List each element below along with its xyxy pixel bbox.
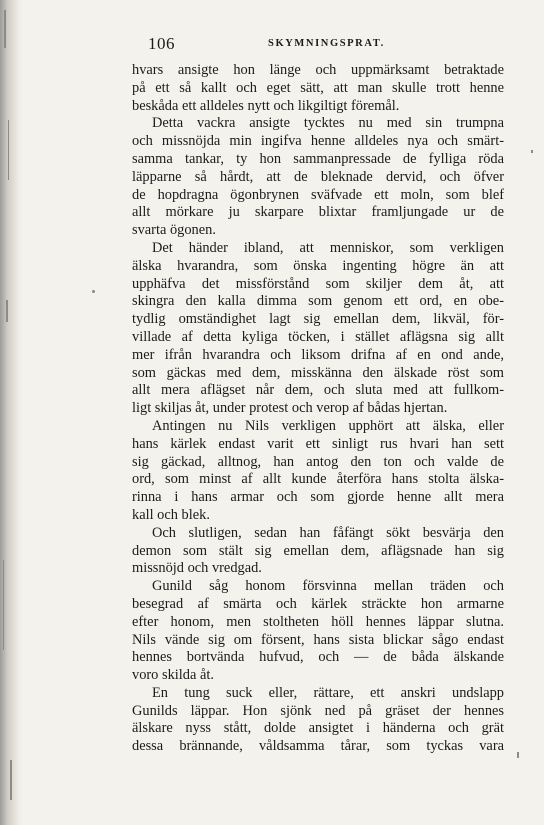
text-line: ord, som minst af allt kunde återföra hans stolta älska- xyxy=(132,471,504,488)
text-line: upphäfva det missförstånd som skiljer dem åt, att xyxy=(132,275,504,292)
text-line: sig gäckad, alltnog, han antog den ton och valde de xyxy=(132,453,504,470)
text-line: älska hvarandra, som önska ingenting högre än att xyxy=(132,257,504,274)
text-line: älskare nyss stått, dolde ansigtet i händerna och grät xyxy=(132,720,504,737)
binding-speck xyxy=(8,120,9,180)
page-header xyxy=(148,34,508,54)
text-line: Och slutligen, sedan han fåfängt sökt besvärja den xyxy=(152,524,504,541)
binding-speck xyxy=(10,760,12,800)
text-line: besegrad af smärta och kärlek sträckte hon armarne xyxy=(132,595,504,612)
text-line: hans kärlek endast varit ett sinligt rus hvari han sett xyxy=(132,435,504,452)
text-line: hennes bortvända hufvud, och — de båda älskande xyxy=(132,649,504,666)
text-line: skingra den kalla dimma som genom ett ord, en obe- xyxy=(132,293,504,310)
binding-speck xyxy=(4,10,6,48)
text-line: svarta ögonen. xyxy=(132,222,216,239)
text-line: efter honom, men stoltheten höll hennes läppar slutna. xyxy=(132,613,504,630)
binding-speck xyxy=(6,300,8,322)
text-line: hvars ansigte hon länge och uppmärksamt betraktade xyxy=(132,62,504,78)
text-line: beskåda ett alldeles nytt och likgiltigt föremål. xyxy=(132,97,400,114)
text-line: ligt skiljas åt, under protest och verop af bådas hjertan. xyxy=(132,400,448,417)
running-head: SKYMNINGSPRAT. xyxy=(268,38,385,49)
text-line: läpparne så hårdt, att de bleknade dervid, och öfver xyxy=(132,168,504,185)
margin-speck xyxy=(531,150,533,153)
text-line: och missnöjda min ingifva henne alldeles nya och smärt- xyxy=(132,133,504,150)
margin-speck xyxy=(92,290,95,293)
page-binding-shadow xyxy=(0,0,22,825)
text-line: tydlig omständighet lagt sig emellan dem, likväl, för- xyxy=(132,311,504,328)
text-line: villade af detta kyliga töcken, i stället aflägsna sig allt xyxy=(132,328,504,345)
text-line: Gunilds läppar. Hon sjönk ned på gräset der hennes xyxy=(132,702,504,719)
text-line: rinna i hans armar och som gjorde henne allt mera xyxy=(132,489,504,506)
text-line: Gunild såg honom försvinna mellan träden och xyxy=(152,578,504,595)
text-line: Nils vände sig om försent, hans sista blickar sågo endast xyxy=(132,631,504,648)
text-line: Det händer ibland, att menniskor, som verkligen xyxy=(152,239,504,256)
binding-speck xyxy=(3,560,4,650)
text-line: dessa brännande, våldsamma tårar, som tyckas vara xyxy=(132,738,504,755)
text-line: samma tankar, ty hon sammanpressade de fylliga röda xyxy=(132,150,504,167)
text-line: voro skilda åt. xyxy=(132,667,214,684)
text-line: som gäckas med dem, misskänna den älskade röst som xyxy=(132,364,504,381)
page-number: 106 xyxy=(148,34,175,53)
text-line: de hopdragna ögonbrynen sväfvade ett moln, som blef xyxy=(132,186,504,203)
text-line: allt mera aflägset når dem, och sluta med att fullkom- xyxy=(132,382,504,399)
text-line: mer ifrån hvarandra och liksom drifna af en ond ande, xyxy=(132,346,504,363)
text-line: Antingen nu Nils verkligen upphört att älska, eller xyxy=(152,417,504,434)
text-line: på ett så kallt och eget sätt, att man skulle trott henne xyxy=(132,79,504,96)
body-text xyxy=(132,62,504,756)
text-line: allt mörkare ju skarpare blixtar framljungade ur de xyxy=(132,204,504,221)
text-line: En tung suck eller, rättare, ett anskri undslapp xyxy=(152,684,504,701)
text-line: missnöjd och vredgad. xyxy=(132,560,262,577)
margin-speck xyxy=(517,752,519,758)
text-line: demon som stält sig emellan dem, aflägsnade han sig xyxy=(132,542,504,559)
text-line: kall och blek. xyxy=(132,506,210,523)
text-line: Detta vackra ansigte tycktes nu med sin trumpna xyxy=(152,115,504,132)
